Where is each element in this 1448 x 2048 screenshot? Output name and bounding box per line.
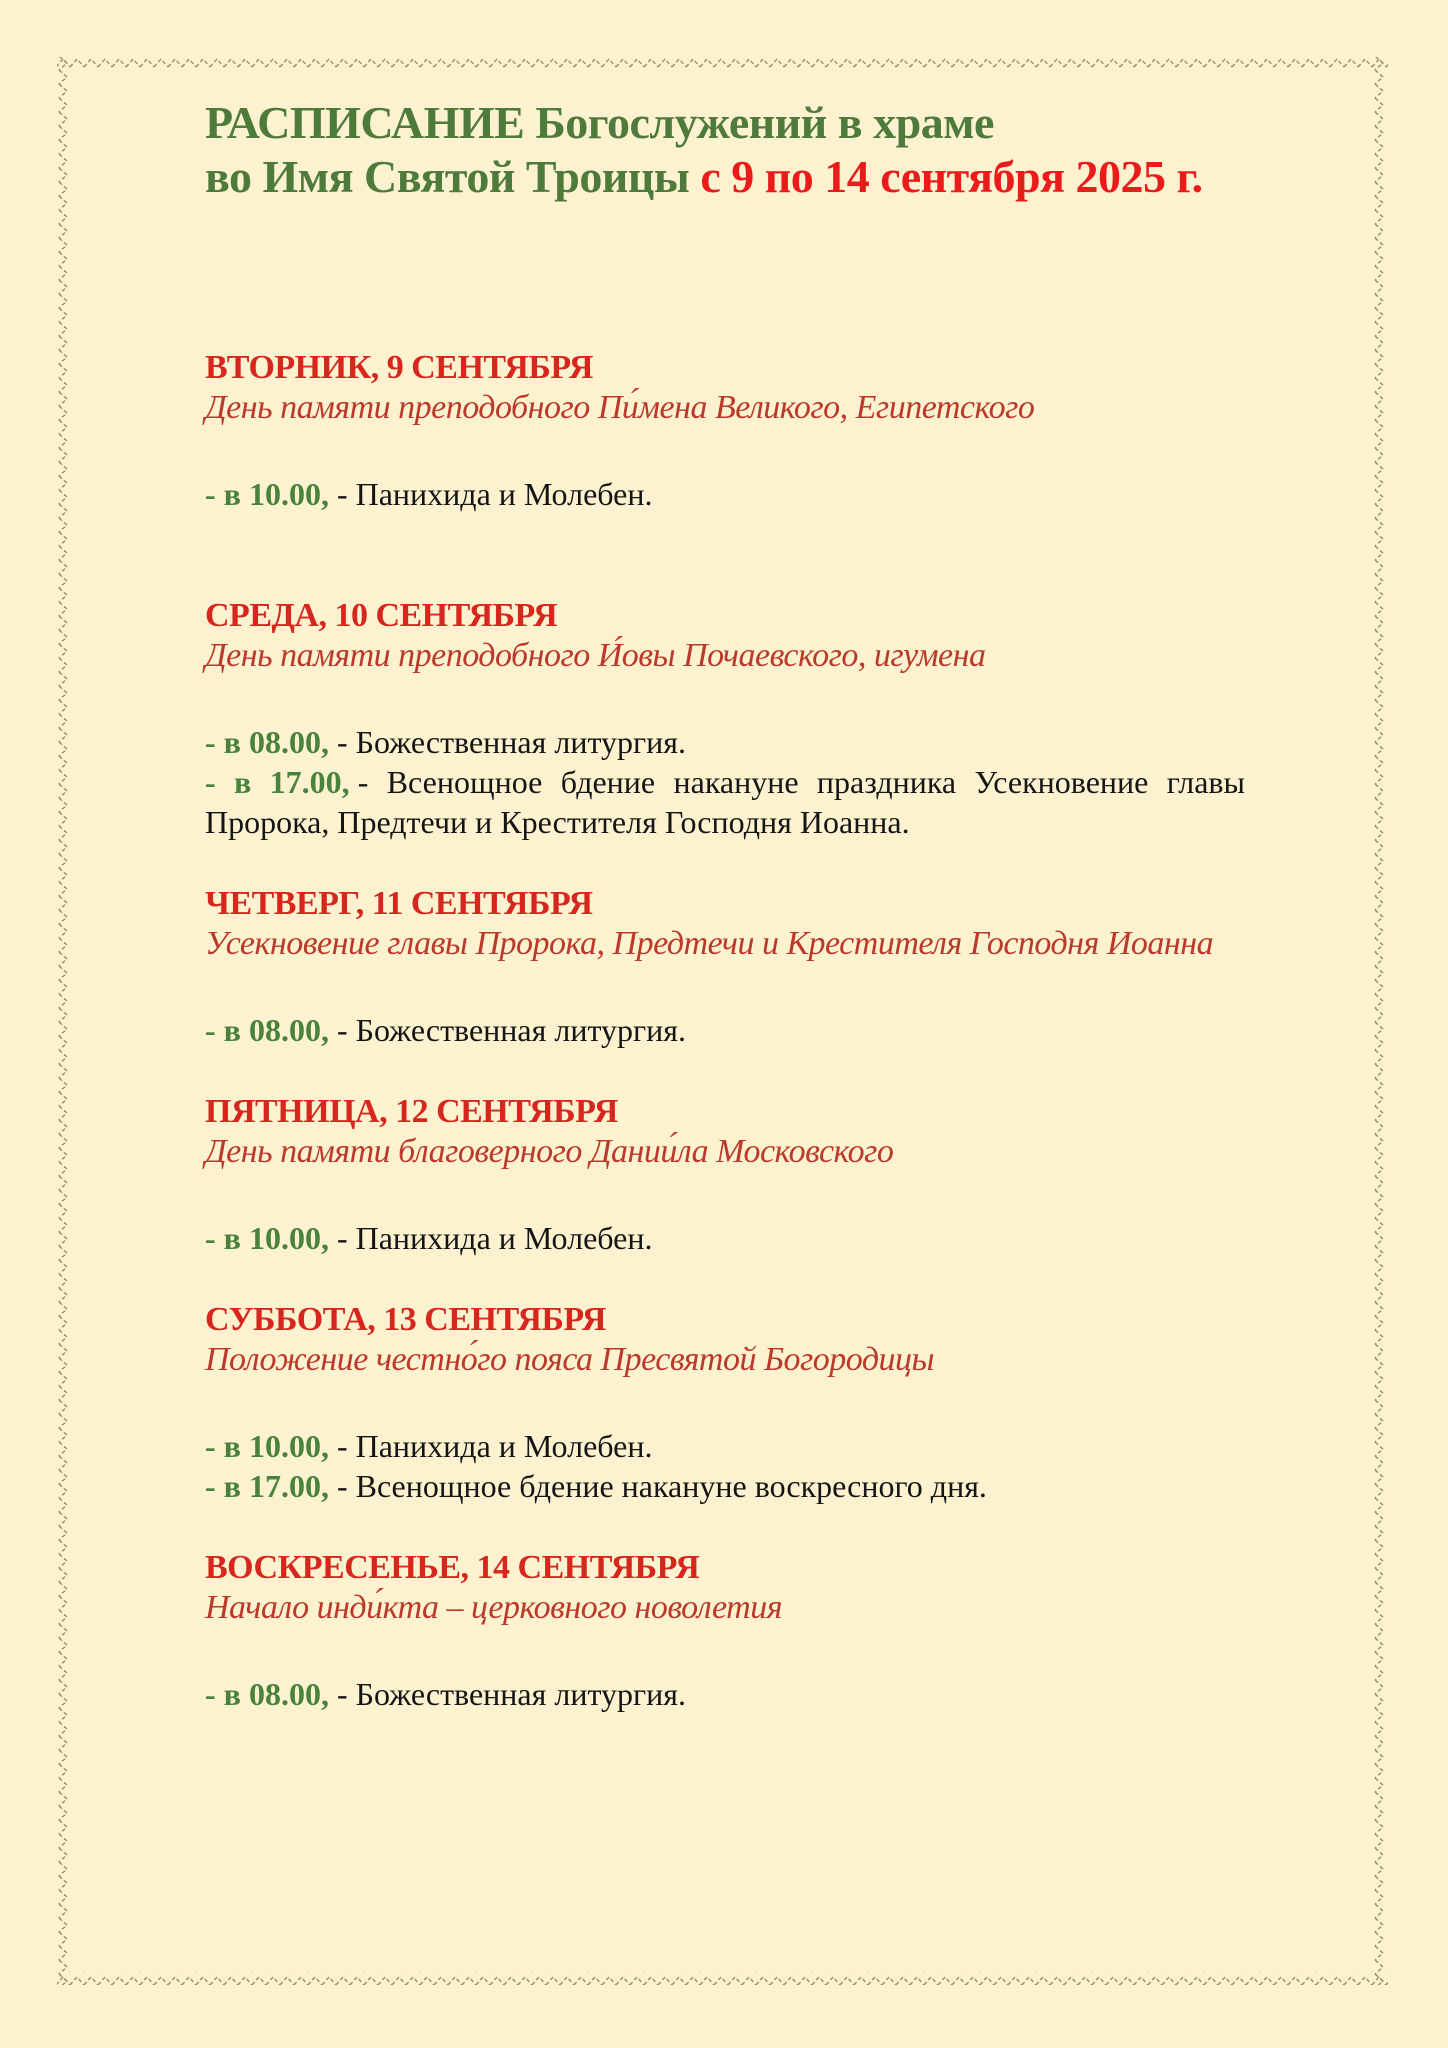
schedule-entry: [205, 762, 1245, 842]
day-header: ПЯТНИЦА, 12 СЕНТЯБРЯ: [205, 1093, 618, 1130]
schedule-entry: [205, 1674, 1245, 1714]
entry-description: - Всенощное бдение накануне воскресного дня.: [336, 1468, 987, 1504]
section-saturday: [205, 1300, 1245, 1506]
entry-time: - в 08.00,: [205, 724, 329, 760]
entry-description: - Божественная литургия.: [336, 724, 686, 760]
day-subtitle: День памяти преподобного И́овы Почаевского, игумена: [205, 637, 986, 674]
schedule-entry: [205, 1010, 1245, 1050]
border-left: [57, 57, 71, 1985]
section-tuesday: [205, 348, 1245, 514]
entry-description: - Божественная литургия.: [336, 1676, 686, 1712]
entry-time: - в 08.00,: [205, 1676, 329, 1712]
title-line1: РАСПИСАНИЕ Богослужений в храме: [205, 97, 994, 148]
day-subtitle: Усекновение главы Пророка, Предтечи и Крестителя Господня Иоанна: [205, 925, 1214, 962]
day-header: СРЕДА, 10 СЕНТЯБРЯ: [205, 597, 558, 634]
section-thursday: [205, 884, 1245, 1050]
entry-time: - в 10.00,: [205, 476, 329, 512]
day-header: ВТОРНИК, 9 СЕНТЯБРЯ: [205, 349, 593, 386]
entries: [205, 1218, 1245, 1258]
entry-time: - в 17.00,: [205, 764, 350, 800]
entry-description: - Панихида и Молебен.: [336, 1428, 653, 1464]
entry-time: - в 10.00,: [205, 1428, 329, 1464]
schedule-entry: [205, 722, 1245, 762]
section-sunday: [205, 1548, 1245, 1714]
day-header: ЧЕТВЕРГ, 11 СЕНТЯБРЯ: [205, 885, 593, 922]
entry-time: - в 17.00,: [205, 1468, 329, 1504]
entry-description: - Божественная литургия.: [336, 1012, 686, 1048]
day-header: СУББОТА, 13 СЕНТЯБРЯ: [205, 1301, 606, 1338]
document-content: [205, 96, 1245, 1756]
entry-description: - Панихида и Молебен.: [336, 476, 653, 512]
day-subtitle: Положение честно́го пояса Пресвятой Богородицы: [205, 1341, 935, 1378]
day-subtitle: День памяти преподобного Пи́мена Великого, Египетского: [205, 389, 1035, 426]
entries: [205, 1426, 1245, 1506]
section-wednesday: [205, 596, 1245, 842]
border-bottom: [57, 1971, 1388, 1985]
entries: [205, 474, 1245, 514]
page-title: [205, 96, 1245, 204]
schedule-entry: [205, 1426, 1245, 1466]
title-line2-dates: с 9 по 14 сентября 2025 г.: [700, 151, 1203, 202]
title-line2-church: во Имя Святой Троицы: [205, 151, 701, 202]
border-top: [57, 57, 1388, 71]
day-subtitle: Начало инди́кта – церковного новолетия: [205, 1589, 782, 1626]
entry-time: - в 08.00,: [205, 1012, 329, 1048]
entries: [205, 722, 1245, 842]
entry-description: - Всенощное бдение накануне праздника Усекновение главы Пророка, Предтечи и Крестителя Господня Иоанна.: [205, 764, 1246, 840]
day-header: ВОСКРЕСЕНЬЕ, 14 СЕНТЯБРЯ: [205, 1549, 700, 1586]
section-friday: [205, 1092, 1245, 1258]
schedule-entry: [205, 1218, 1245, 1258]
schedule-entry: [205, 1466, 1245, 1506]
entry-description: - Панихида и Молебен.: [336, 1220, 653, 1256]
entries: [205, 1674, 1245, 1714]
entries: [205, 1010, 1245, 1050]
schedule-entry: [205, 474, 1245, 514]
entry-time: - в 10.00,: [205, 1220, 329, 1256]
day-subtitle: День памяти благоверного Дании́ла Московского: [205, 1133, 894, 1170]
border-right: [1374, 57, 1388, 1985]
